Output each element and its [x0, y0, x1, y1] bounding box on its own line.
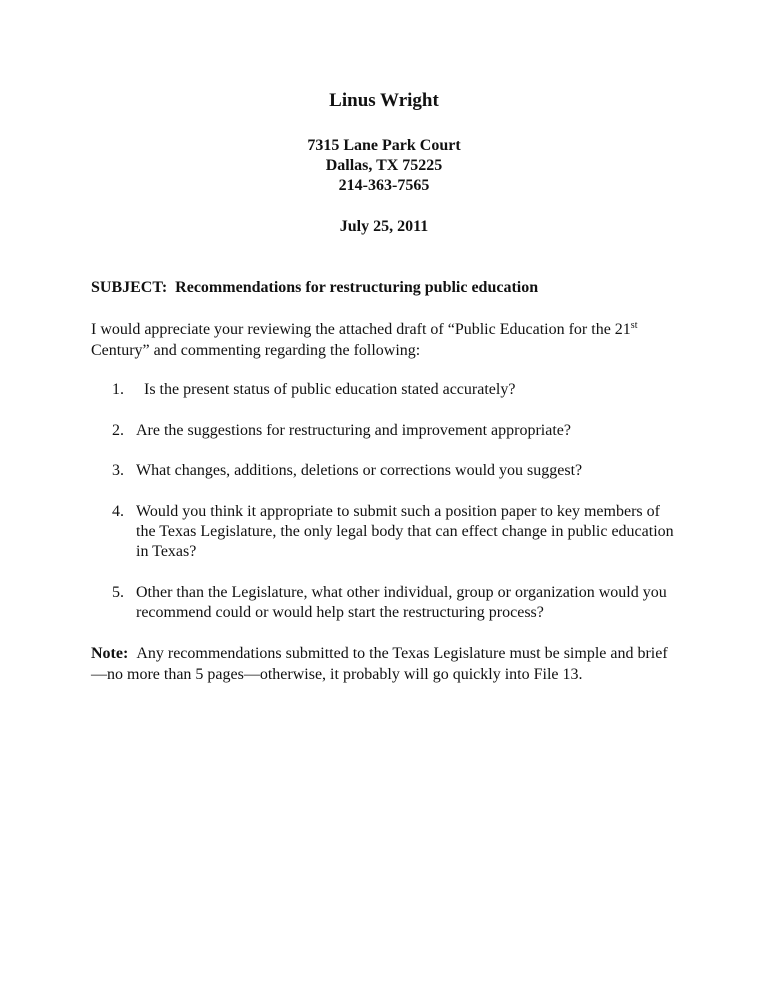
- letter-date: July 25, 2011: [339, 218, 429, 235]
- question-text: What changes, additions, deletions or corrections would you suggest?: [136, 462, 583, 479]
- question-item-3: [112, 461, 682, 481]
- intro-paragraph: [91, 319, 681, 361]
- question-text: Would you think it appropriate to submit such a position paper to key members of the Texas Legislature, the only legal body that can effect change in public education in Texas?: [136, 503, 674, 560]
- intro-text-part1: I would appreciate your reviewing the attached draft of “Public Education for the 21: [91, 321, 631, 338]
- note-paragraph: [91, 643, 681, 685]
- question-item-2: [112, 421, 682, 441]
- question-text: Is the present status of public education stated accurately?: [144, 381, 516, 398]
- subject-line: [91, 279, 538, 297]
- question-item-5: [112, 583, 682, 623]
- subject-text: Recommendations for restructuring public education: [175, 279, 539, 296]
- subject-label: SUBJECT:: [91, 279, 168, 296]
- question-item-1: [112, 380, 682, 400]
- question-number: 1.: [112, 381, 124, 398]
- question-number: 5.: [112, 584, 124, 601]
- intro-text-part2: Century” and commenting regarding the following:: [91, 342, 421, 359]
- question-text: Are the suggestions for restructuring and improvement appropriate?: [136, 422, 571, 439]
- address-line-1: 7315 Lane Park Court: [307, 137, 461, 154]
- note-text: Any recommendations submitted to the Texas Legislature must be simple and brief—no more than 5 pages—otherwise, it probably will go quickly into File 13.: [91, 645, 668, 683]
- note-label: Note:: [91, 645, 129, 662]
- sender-name: Linus Wright: [329, 90, 439, 111]
- question-text: Other than the Legislature, what other individual, group or organization would you recommend could or would help start the restructuring process?: [136, 584, 667, 621]
- question-number: 3.: [112, 462, 124, 479]
- question-number: 4.: [112, 503, 124, 520]
- phone-number: 214-363-7565: [338, 177, 430, 194]
- question-item-4: [112, 502, 682, 562]
- question-number: 2.: [112, 422, 124, 439]
- address-line-2: Dallas, TX 75225: [325, 157, 443, 174]
- intro-superscript: st: [630, 320, 638, 331]
